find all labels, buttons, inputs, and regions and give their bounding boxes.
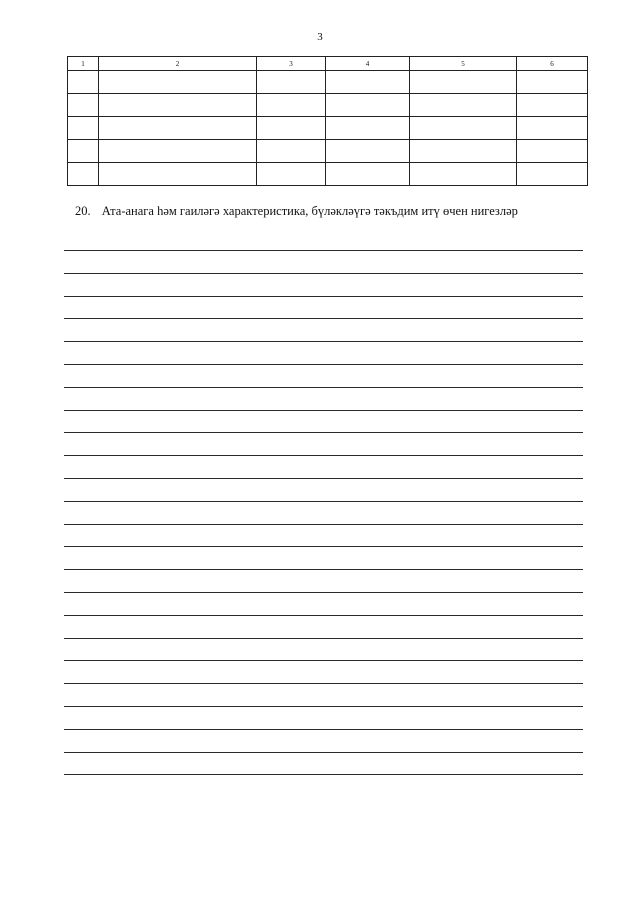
table-cell[interactable] xyxy=(517,163,588,186)
table-cell[interactable] xyxy=(99,71,257,94)
answer-line[interactable] xyxy=(64,501,583,502)
answer-line[interactable] xyxy=(64,638,583,639)
data-table xyxy=(67,56,588,186)
table-cell[interactable] xyxy=(517,117,588,140)
table-cell[interactable] xyxy=(257,94,326,117)
answer-line[interactable] xyxy=(64,432,583,433)
table-cell[interactable] xyxy=(68,71,99,94)
answer-line[interactable] xyxy=(64,774,583,775)
answer-line[interactable] xyxy=(64,296,583,297)
table-cell[interactable] xyxy=(410,163,517,186)
table-cell[interactable] xyxy=(410,140,517,163)
column-header: 3 xyxy=(257,57,326,71)
table-cell[interactable] xyxy=(257,140,326,163)
table-cell[interactable] xyxy=(517,140,588,163)
table-row xyxy=(68,163,588,186)
answer-line[interactable] xyxy=(64,455,583,456)
table-cell[interactable] xyxy=(99,140,257,163)
table-cell[interactable] xyxy=(326,117,410,140)
question-number: 20. xyxy=(75,204,91,218)
answer-line[interactable] xyxy=(64,569,583,570)
table-cell[interactable] xyxy=(410,71,517,94)
page-number: 3 xyxy=(317,31,323,43)
table-header-row xyxy=(68,57,588,71)
table-cell[interactable] xyxy=(257,71,326,94)
table-cell[interactable] xyxy=(99,163,257,186)
table-cell[interactable] xyxy=(326,163,410,186)
table-cell[interactable] xyxy=(326,140,410,163)
table-row xyxy=(68,71,588,94)
table-row xyxy=(68,94,588,117)
table-cell[interactable] xyxy=(68,140,99,163)
column-header: 6 xyxy=(517,57,588,71)
answer-line[interactable] xyxy=(64,592,583,593)
answer-line[interactable] xyxy=(64,273,583,274)
table-cell[interactable] xyxy=(410,94,517,117)
answer-line[interactable] xyxy=(64,387,583,388)
table-cell[interactable] xyxy=(68,117,99,140)
table-row xyxy=(68,117,588,140)
column-header: 1 xyxy=(68,57,99,71)
answer-line[interactable] xyxy=(64,615,583,616)
answer-line[interactable] xyxy=(64,729,583,730)
table-cell[interactable] xyxy=(326,71,410,94)
table-cell[interactable] xyxy=(68,94,99,117)
table-cell[interactable] xyxy=(517,71,588,94)
table-cell[interactable] xyxy=(99,117,257,140)
table-cell[interactable] xyxy=(326,94,410,117)
table-cell[interactable] xyxy=(257,117,326,140)
answer-line[interactable] xyxy=(64,364,583,365)
table-row xyxy=(68,140,588,163)
question-text: Ата-анага һәм гаиләгә характеристика, бүләкләүгә тәкъдим итү өчен нигезләр xyxy=(101,204,518,218)
answer-line[interactable] xyxy=(64,250,583,251)
table-cell[interactable] xyxy=(410,117,517,140)
answer-line[interactable] xyxy=(64,478,583,479)
table-cell[interactable] xyxy=(68,163,99,186)
answer-line[interactable] xyxy=(64,524,583,525)
table-cell[interactable] xyxy=(99,94,257,117)
column-header: 4 xyxy=(326,57,410,71)
answer-line[interactable] xyxy=(64,683,583,684)
answer-line[interactable] xyxy=(64,752,583,753)
answer-line[interactable] xyxy=(64,410,583,411)
column-header: 2 xyxy=(99,57,257,71)
table-cell[interactable] xyxy=(257,163,326,186)
answer-line[interactable] xyxy=(64,318,583,319)
table-cell[interactable] xyxy=(517,94,588,117)
answer-line[interactable] xyxy=(64,706,583,707)
answer-line[interactable] xyxy=(64,660,583,661)
question-20 xyxy=(75,204,518,219)
column-header: 5 xyxy=(410,57,517,71)
answer-line[interactable] xyxy=(64,546,583,547)
answer-line[interactable] xyxy=(64,341,583,342)
